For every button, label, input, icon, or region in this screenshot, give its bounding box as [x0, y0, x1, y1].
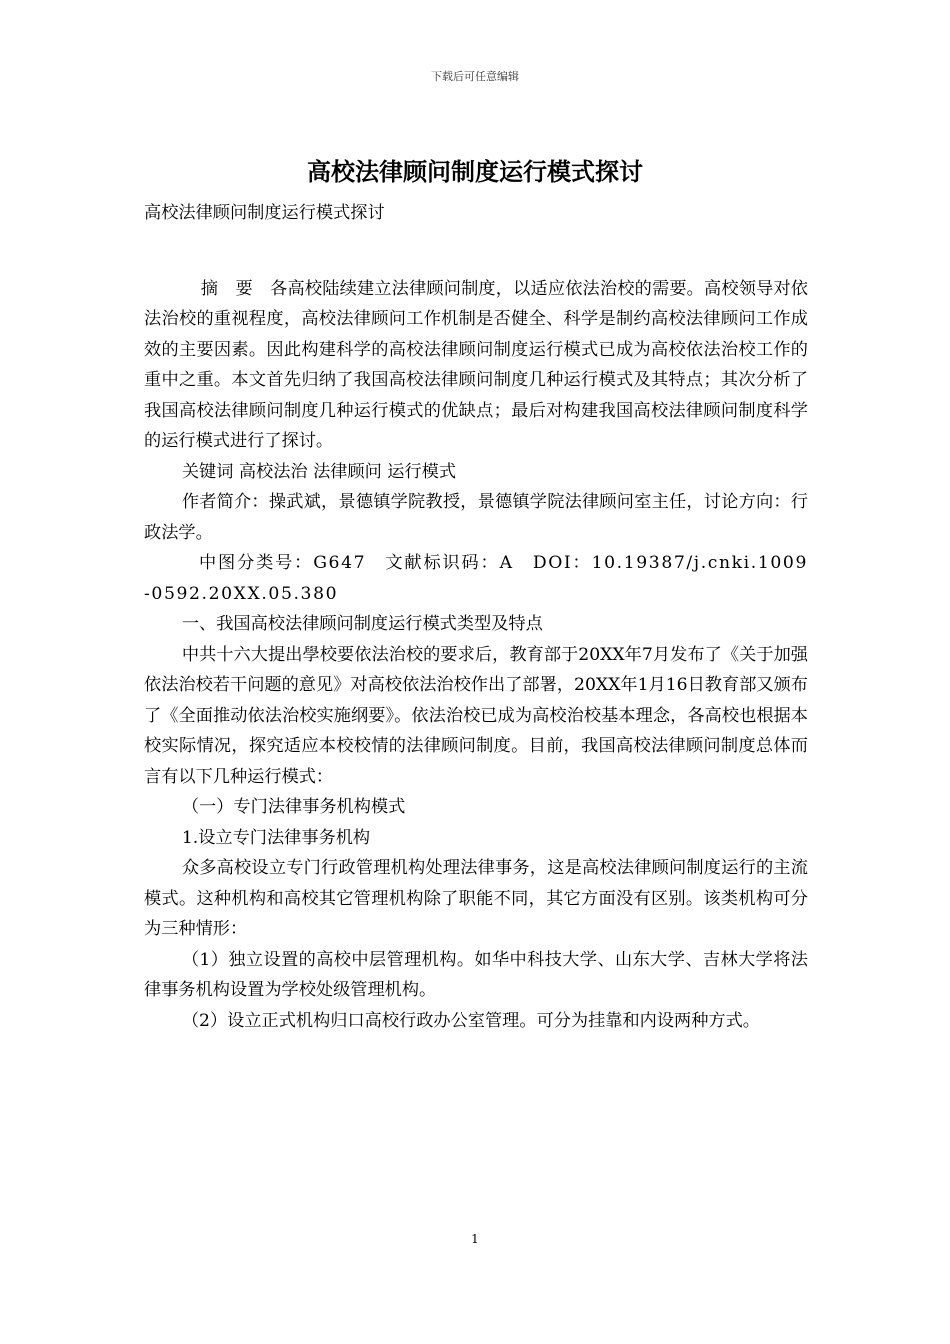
- keywords-paragraph: 关键词 高校法治 法律顾问 运行模式: [181, 461, 457, 482]
- document-subtitle: 高校法律顾问制度运行模式探讨: [144, 203, 385, 223]
- author-intro-paragraph: 作者简介：操武斌，景德镇学院教授，景德镇学院法律顾问室主任，讨论方向：行政法学。: [144, 492, 808, 543]
- subsection-heading: （一）专门法律事务机构模式: [181, 797, 406, 817]
- body-paragraph: 中共十六大提出學校要依法治校的要求后，教育部于20XX年7月发布了《关于加强依法治校若干问题的意见》对高校依法治校作出了部署，20XX年1月16日教育部又颁布了《全面推动依法治校实施纲要》。依法治校已成为高校治校基本理念，各高校也根据本校实际情况，探究适应本校校情的法律顾问制度。目前，我国高校法律顾问制度总体而言有以下几种运行模式：: [144, 644, 808, 787]
- page-number: 1: [471, 1232, 479, 1246]
- body-paragraph: （1）独立设置的高校中层管理机构。如华中科技大学、山东大学、吉林大学将法律事务机构设置为学校处级管理机构。: [144, 949, 808, 1000]
- classification-paragraph: 中图分类号：G647 文献标识码：A DOI：10.19387/j.cnki.1009-0592.20XX.05.380: [144, 553, 808, 604]
- section-heading: 一、我国高校法律顾问制度运行模式类型及特点: [181, 614, 543, 634]
- page-title: 高校法律顾问制度运行模式探讨: [307, 158, 643, 186]
- header-note: 下载后可任意编辑: [431, 70, 519, 83]
- body-paragraph: （2）设立正式机构归口高校行政办公室管理。可分为挂靠和内设两种方式。: [181, 1010, 760, 1031]
- document-body: [144, 198, 808, 1036]
- abstract-paragraph: 摘 要 各高校陆续建立法律顾问制度，以适应依法治校的需要。高校领导对依法治校的重视程度，高校法律顾问工作机制是否健全、科学是制约高校法律顾问工作成效的主要因素。因此构建科学的高校法律顾问制度运行模式已成为高校依法治校工作的重中之重。本文首先归纳了我国高校法律顾问制度几种运行模式及其特点；其次分析了我国高校法律顾问制度几种运行模式的优缺点；最后对构建我国高校法律顾问制度科学的运行模式进行了探讨。: [144, 278, 808, 451]
- item-heading: 1.设立专门法律事务机构: [181, 827, 371, 848]
- body-paragraph: 众多高校设立专门行政管理机构处理法律事务，这是高校法律顾问制度运行的主流模式。这种机构和高校其它管理机构除了职能不同，其它方面没有区别。该类机构可分为三种情形：: [144, 858, 808, 939]
